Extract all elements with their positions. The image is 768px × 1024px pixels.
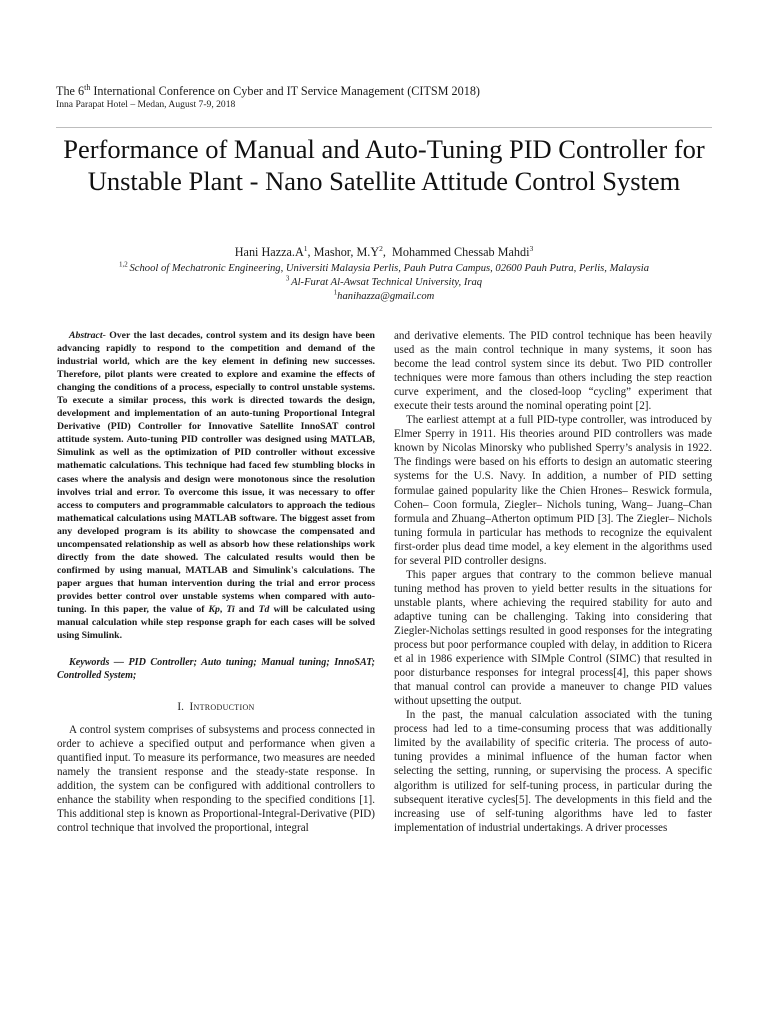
conference-name-pre: The 6 [56,84,85,98]
affiliation-mark: 1 [333,288,338,297]
affiliation-mark: 1,2 [118,260,130,269]
section-number: I. [177,701,184,714]
author-affiliation-mark: 1 [303,243,308,253]
conference-name-post: International Conference on Cyber and IT Service Management (CITSM 2018) [90,84,480,98]
right-column [394,329,712,835]
affiliation-line [40,276,728,289]
keywords: Keywords — PID Controller; Auto tuning; Manual tuning; InnoSAT; Controlled System; [57,657,375,682]
author-name: Mashor, M.Y [313,245,380,259]
body-paragraph: In the past, the manual calculation associated with the tuning process had led to a time-consuming process that was additionally limited by the availability of specific criteria. The process of auto-tuning provides a minimal influence of the human factor when selecting the setting, running, or supervising the process. A specific algorithm is utilized for self-tuning process, in particular during the subsequent iterative cycles[5]. The developments in this field and the increasing use of self-tuning algorithms have led to faster implementation of industrial undertakings. A driver processes [394,709,712,834]
abstract-separator: , [219,603,227,615]
author-separator: , [307,245,314,259]
abstract-text-end: will be calculated using manual calculation while step response graph for each cases will be solved using Simulink. [57,603,375,642]
abstract-separator: and [234,603,259,615]
author-name: Mohammed Chessab Mahdi [392,245,530,259]
author-name: Hani Hazza.A [234,245,304,259]
author-affiliation-mark: 3 [529,243,534,253]
body-paragraph: The earliest attempt at a full PID-type controller, was introduced by Elmer Sperry in 1911. His theories around PID controllers was made known by Nicolas Minorsky who published Sperry’s analysis in 1922. The findings were based on his efforts to design an automatic steering systems for the U.S. Navy. In addition, a number of PID setting formulae gained popularity like the Chien Hrones– Reswick formula, Cohen– Coon formula, Ziegler– Nichols tuning, Wang– Juang–Chan formula and Zhuang–Atherton optimum PID [3]. The Ziegler– Nichols tuning formula in particular has methods to recognize the equivalent first-order plus dead time model, a key element in the algorithms used for several PID controller designs. [394,414,712,567]
symbol-kp: Kp [208,603,220,615]
body-paragraph: A control system comprises of subsystems and process connected in order to achieve a specified output and performance when given a quantified input. To measure its performance, two measures are needed namely the transient response and the steady-state response. In addition, the system can be configured with additional controllers to enhance the stability when responding to the specified conditions [1]. This additional step is known as Proportional-Integral-Derivative (PID) control technique that involved the proportional, integral [57,724,375,835]
affiliation-text: Al-Furat Al-Awsat Technical University, Iraq [291,277,483,288]
affiliation-text: School of Mechatronic Engineering, Universiti Malaysia Perlis, Pauh Putra Campus, 02600 Pauh Putra, Perlis, Malaysia [129,263,650,274]
abstract [57,329,375,642]
conference-ordinal-suffix: th [84,82,91,92]
section-title: Introduction [189,701,255,714]
conference-header [56,84,716,111]
affiliation-line [40,262,728,275]
affiliation-email-line [40,290,728,303]
abstract-label: Abstract- [69,330,106,341]
section-heading [57,700,375,714]
paper-title: Performance of Manual and Auto-Tuning PID Controller for Unstable Plant - Nano Satellite Attitude Control System [63,134,705,196]
symbol-td: Td [258,603,270,615]
author-email: hanihazza@gmail.com [337,291,435,302]
author-affiliation-mark: 2 [379,243,383,253]
body-paragraph: and derivative elements. The PID control technique has been heavily used as the main control technique in many systems, it soon has become the lead control system since its debut. Two PID controller techniques were more famous than others including the step reaction curve experiment, and the closed-loop “cycling” experiment that execute their tests around the nominal operating point [2]. [394,330,712,413]
conference-venue: Inna Parapat Hotel – Medan, August 7-9, 2018 [56,99,236,110]
conference-name [56,84,716,99]
abstract-text: Over the last decades, control system and its design have been advancing rapidly to respond to the competition and demand of the industrial world, which are the key element in defining new successes. Therefore, pilot plants were created to explore and examine the effects of changing the conditions of a process, especially to control unstable systems. To execute a similar process, this work is directed towards the design, development and implementation of an auto-tuning Proportional Integral Derivative (PID) Controller for Innovative Satellite InnoSAT control attitude system. Auto-tuning PID controller was designed using MATLAB, Simulink as well as the optimization of PID controller without excessive mathematic calculations. This technique had faced few stumbling blocks in cases where the analysis and design were monotonous since the resolution involves trial and error. To overcome this issue, it was necessary to offer access to computers and programmable calculators to approach the tedious mathematical calculations using MATLAB software. The biggest asset from any developed program is its ability to showcase the compensated and uncompensated relationship as well as absorb how these relationships work directly from the date showed. The calculated results would then be confirmed by using manual, MATLAB and Simulink's calculations. The paper argues that human intervention during the trial and error process provides better control over unstable systems when compared with auto-tuning. In this paper, the value of [57,330,375,615]
symbol-ti: Ti [226,603,235,615]
author-separator: , [382,245,393,259]
author-list [40,244,728,260]
left-column [57,329,375,836]
affiliation-mark: 3 [285,274,292,283]
header-rule [56,127,712,128]
body-paragraph: This paper argues that contrary to the common believe manual tuning method has proven to yield better results in the situations for unstable plants, where achieving the required stability for auto and adaptive tuning can be challenging. Taking into considering that Ziegler-Nicholas settings resulted in good responses for the integrating process but poor performance coupled with delay, in addition to Ricera et al in 1986 experience with SIMple Control (SIMC) that resulted in poor disturbance responses for integral process[4], this paper shows that manual control can provide a maneuver to change PID values without upsetting the output. [394,568,712,708]
